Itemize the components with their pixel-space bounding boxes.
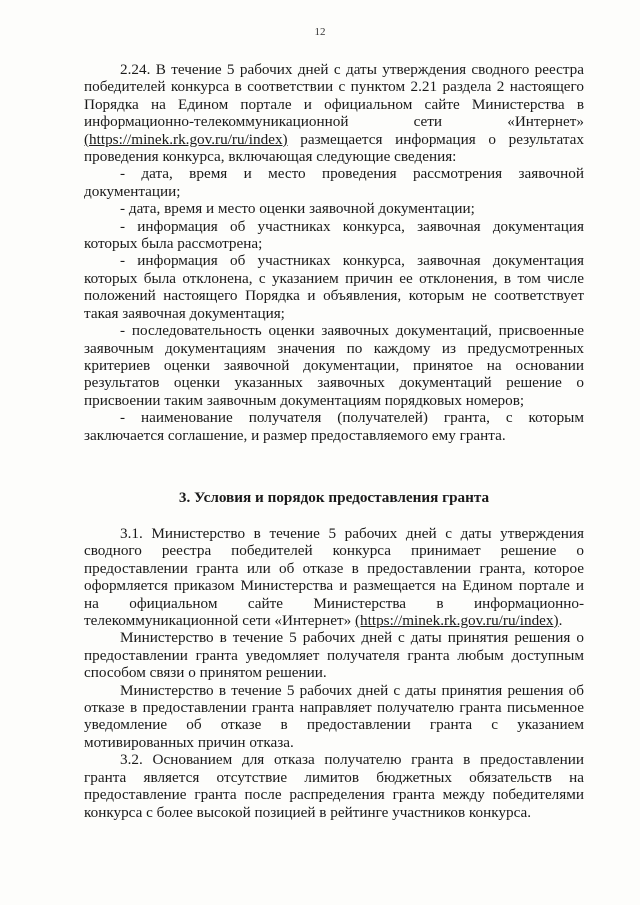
list-item: - дата, время и место оценки заявочной документации; — [120, 200, 475, 218]
paragraph-notify-refusal: Министерство в течение 5 рабочих дней с даты принятия решения об отказе в предоставлении гранта направляет получателю гранта письменное уведомление об отказе в предоставлении гранта с указанием мотивированных причин отказа. — [84, 681, 584, 751]
paragraph-3-1 — [84, 525, 584, 629]
paragraph-2-24-text-end: размещается информация о результатах проведения конкурса, включающая следующие сведения: — [84, 130, 584, 166]
section-3-block — [84, 525, 584, 821]
minek-link[interactable]: (https://minek.rk.gov.ru/ru/index) — [84, 130, 288, 148]
page-number: 12 — [314, 26, 326, 38]
section-2-block — [84, 61, 584, 444]
paragraph-2-24-text: 2.24. В течение 5 рабочих дней с даты утверждения сводного реестра победителей конкурса в соответствии с пунктом 2.21 раздела 2 настоящего Порядка на Едином портале и официальном сайте Министерства в информационно-телекоммуникационной сети «Интернет» — [84, 61, 584, 131]
list-item: - дата, время и место проведения рассмотрения заявочной документации; — [84, 165, 584, 200]
minek-link[interactable]: (https://minek.rk.gov.ru/ru/index) — [354, 612, 559, 630]
section-3-heading: 3. Условия и порядок предоставления гранта — [178, 489, 490, 506]
paragraph-2-24 — [84, 61, 584, 165]
paragraph-3-1-text: 3.1. Министерство в течение 5 рабочих дней с даты утверждения сводного реестра победителей конкурса принимает решение о предоставлении гранта или об отказе в предоставлении гранта, которое оформляется приказом Министерства и размещается на Едином портале и на официальном сайте Министерства в информационно-телекоммуникационной сети «Интернет» — [84, 525, 584, 630]
paragraph-3-1-end: . — [558, 612, 563, 630]
paragraph-notify-grant: Министерство в течение 5 рабочих дней с даты принятия решения о предоставлении гранта уведомляет получателя гранта любым доступным способом связи о принятом решении. — [84, 629, 584, 682]
list-item: - информация об участниках конкурса, заявочная документация которых была рассмотрена; — [84, 217, 584, 253]
list-item: - наименование получателя (получателей) гранта, с которым заключается соглашение, и размер предоставляемого ему гранта. — [84, 409, 584, 444]
list-item: - информация об участниках конкурса, заявочная документация которых была отклонена, с указанием причин ее отклонения, в том числе положений настоящего Порядка и объявления, которым не соответствует такая заявочная документация; — [84, 252, 584, 322]
list-item: - последовательность оценки заявочных документаций, присвоенные заявочным документациям значения по каждому из предусмотренных критериев оценки заявочной документации, принятое на основании результатов оценки указанных заявочных документаций решение о присвоении таким заявочным документациям порядковых номеров; — [84, 322, 584, 409]
paragraph-3-2: 3.2. Основанием для отказа получателю гранта в предоставлении гранта является отсутствие лимитов бюджетных обязательств на предоставление гранта после распределения гранта между победителями конкурса с более высокой позицией в рейтинге участников конкурса. — [84, 751, 584, 821]
